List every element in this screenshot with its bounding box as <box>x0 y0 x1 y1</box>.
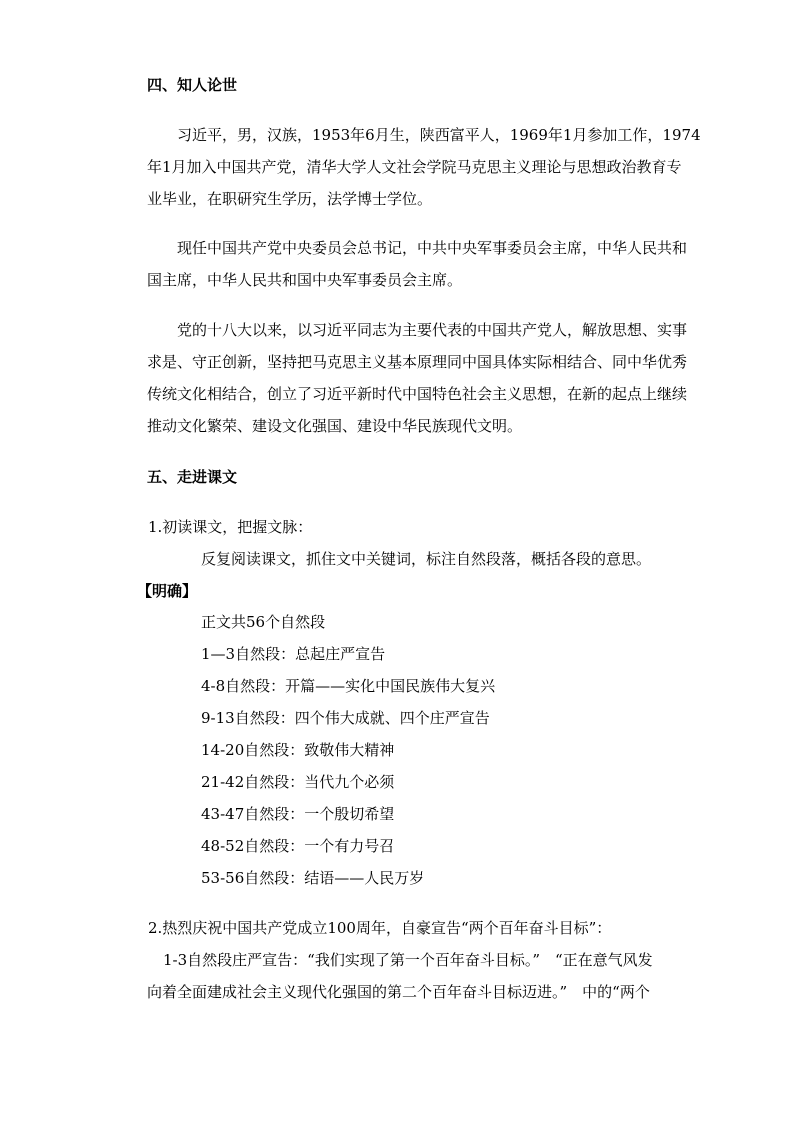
outline-line: 正文共56个自然段 <box>201 613 326 631</box>
thought-line-1: 党的十八大以来，以习近平同志为主要代表的中国共产党人，解放思想、实事 <box>177 321 688 339</box>
item-1-task: 反复阅读课文，抓住文中关键词，标注自然段落，概括各段的意思。 <box>201 550 652 568</box>
outline-line: 9-13自然段：四个伟大成就、四个庄严宣告 <box>201 709 490 727</box>
position-line-1: 现任中国共产党中央委员会总书记，中共中央军事委员会主席，中华人民共和 <box>177 239 688 257</box>
item-2-title: 2.热烈庆祝中国共产党成立100周年，自豪宣告“两个百年奋斗目标”： <box>148 919 612 937</box>
item-2-line-2: 向着全面建成社会主义现代化强国的第二个百年奋斗目标迈进。” 中的“两个 <box>147 983 650 1001</box>
section-4-heading: 四、知人论世 <box>147 76 238 94</box>
bio-line-2: 年1月加入中国共产党，清华大学人文社会学院马克思主义理论与思想政治教育专 <box>147 158 682 176</box>
thought-line-3: 传统文化相结合，创立了习近平新时代中国特色社会主义思想，在新的起点上继续 <box>147 385 688 403</box>
thought-line-2: 求是、守正创新，坚持把马克思主义基本原理同中国具体实际相结合、同中华优秀 <box>147 353 688 371</box>
item-2-line-1: 1-3自然段庄严宣告：“我们实现了第一个百年奋斗目标。” “正在意气风发 <box>163 951 653 969</box>
outline-line: 14-20自然段：致敬伟大精神 <box>201 741 395 759</box>
section-5-heading: 五、走进课文 <box>147 468 238 486</box>
bio-line-1: 习近平，男，汉族，1953年6月生，陕西富平人，1969年1月参加工作，1974 <box>177 126 701 144</box>
position-line-2: 国主席，中华人民共和国中央军事委员会主席。 <box>147 271 463 289</box>
outline-line: 1—3自然段：总起庄严宣告 <box>201 645 386 663</box>
item-1-title: 1.初读课文，把握文脉： <box>148 518 313 536</box>
bio-line-3: 业毕业，在职研究生学历，法学博士学位。 <box>147 190 433 208</box>
outline-line: 53-56自然段：结语——人民万岁 <box>201 869 425 887</box>
outline-line: 21-42自然段：当代九个必须 <box>201 773 395 791</box>
thought-line-4: 推动文化繁荣、建设文化强国、建设中华民族现代文明。 <box>147 417 523 435</box>
outline-line: 4-8自然段：开篇——实化中国民族伟大复兴 <box>201 677 496 695</box>
outline-line: 43-47自然段：一个殷切希望 <box>201 805 395 823</box>
clarify-label: 【明确】 <box>137 582 198 600</box>
outline-line: 48-52自然段：一个有力号召 <box>201 837 395 855</box>
